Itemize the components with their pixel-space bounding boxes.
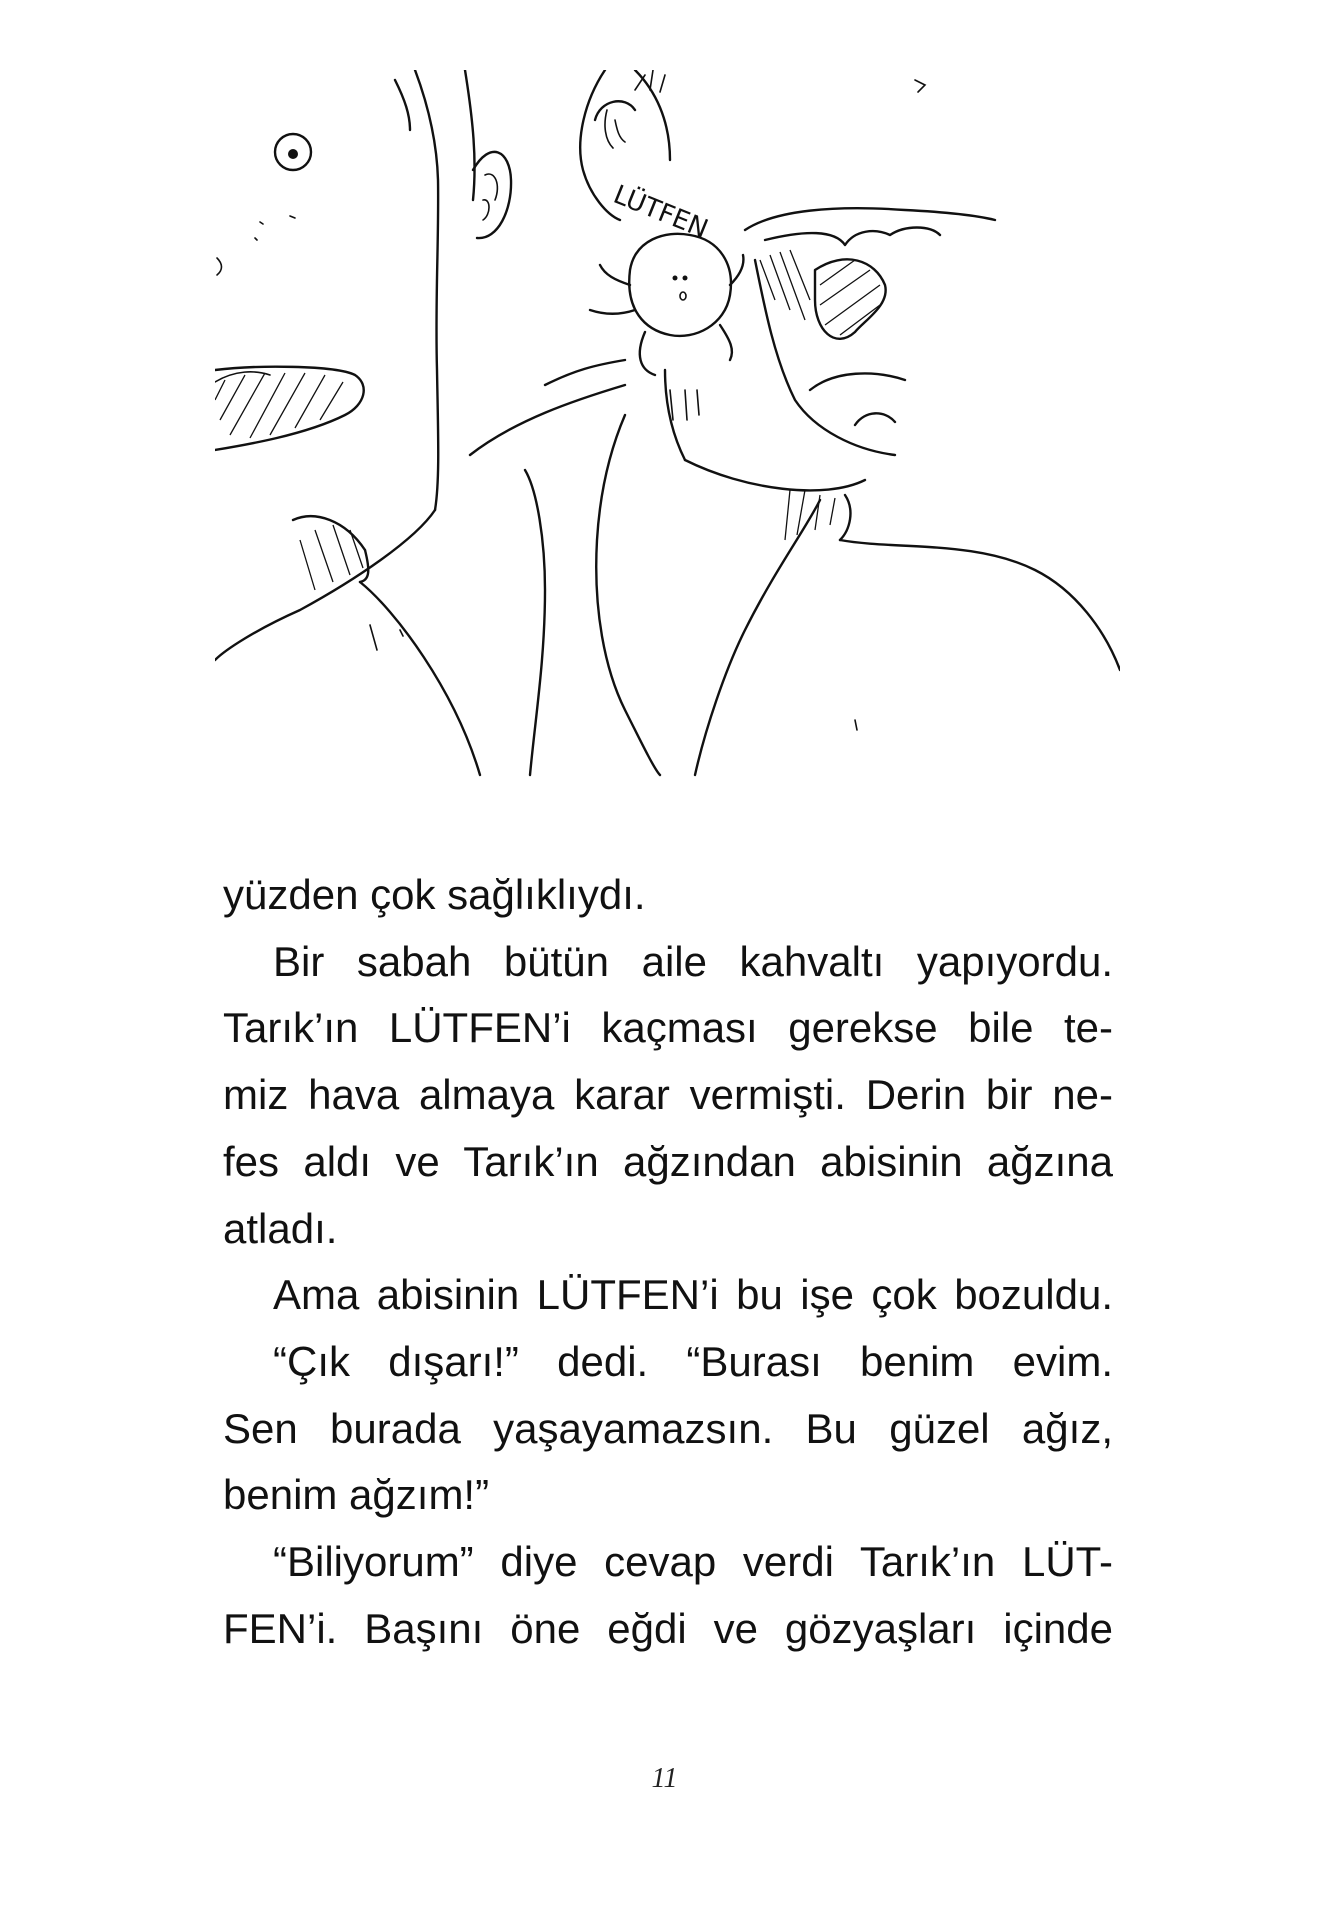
text-line: atladı.: [223, 1204, 338, 1252]
left-boy-figure: [215, 70, 511, 775]
text-line: miz hava almaya karar vermişti. Derin bir ne-: [223, 1071, 1113, 1119]
text-line: FEN’i. Başını öne eğdi ve gözyaşları içinde: [223, 1604, 1113, 1652]
text-line: benim ağzım!”: [223, 1471, 490, 1519]
line-drawing: [215, 70, 1120, 820]
paragraph: [223, 929, 1113, 1263]
text-line: fes aldı ve Tarık’ın ağzından abisinin ağzına: [223, 1137, 1113, 1185]
shirt-lines: [470, 360, 660, 775]
paragraph: [223, 862, 1113, 929]
illustration: [215, 70, 1120, 820]
text-line: Ama abisinin LÜTFEN’i bu işe çok bozuldu.: [273, 1271, 1113, 1319]
paragraph: [223, 1529, 1113, 1662]
paragraph: [223, 1262, 1113, 1329]
body-text: [223, 862, 1113, 1662]
right-boy-figure: [580, 70, 1120, 775]
paragraph: [223, 1329, 1113, 1529]
text-line: “Biliyorum” diye cevap verdi Tarık’ın LÜT-: [273, 1538, 1113, 1586]
text-line: Bir sabah bütün aile kahvaltı yapıyordu.: [273, 937, 1113, 985]
text-line: yüzden çok sağlıklıydı.: [223, 871, 646, 918]
page-number: 11: [651, 1763, 678, 1794]
text-line: Sen burada yaşayamazsın. Bu güzel ağız,: [223, 1404, 1113, 1452]
text-line: Tarık’ın LÜTFEN’i kaçması gerekse bile te-: [223, 1004, 1113, 1052]
text-line: “Çık dışarı!” dedi. “Burası benim evim.: [273, 1337, 1113, 1385]
lutfen-handwritten-label: LÜTFEN: [609, 179, 713, 245]
